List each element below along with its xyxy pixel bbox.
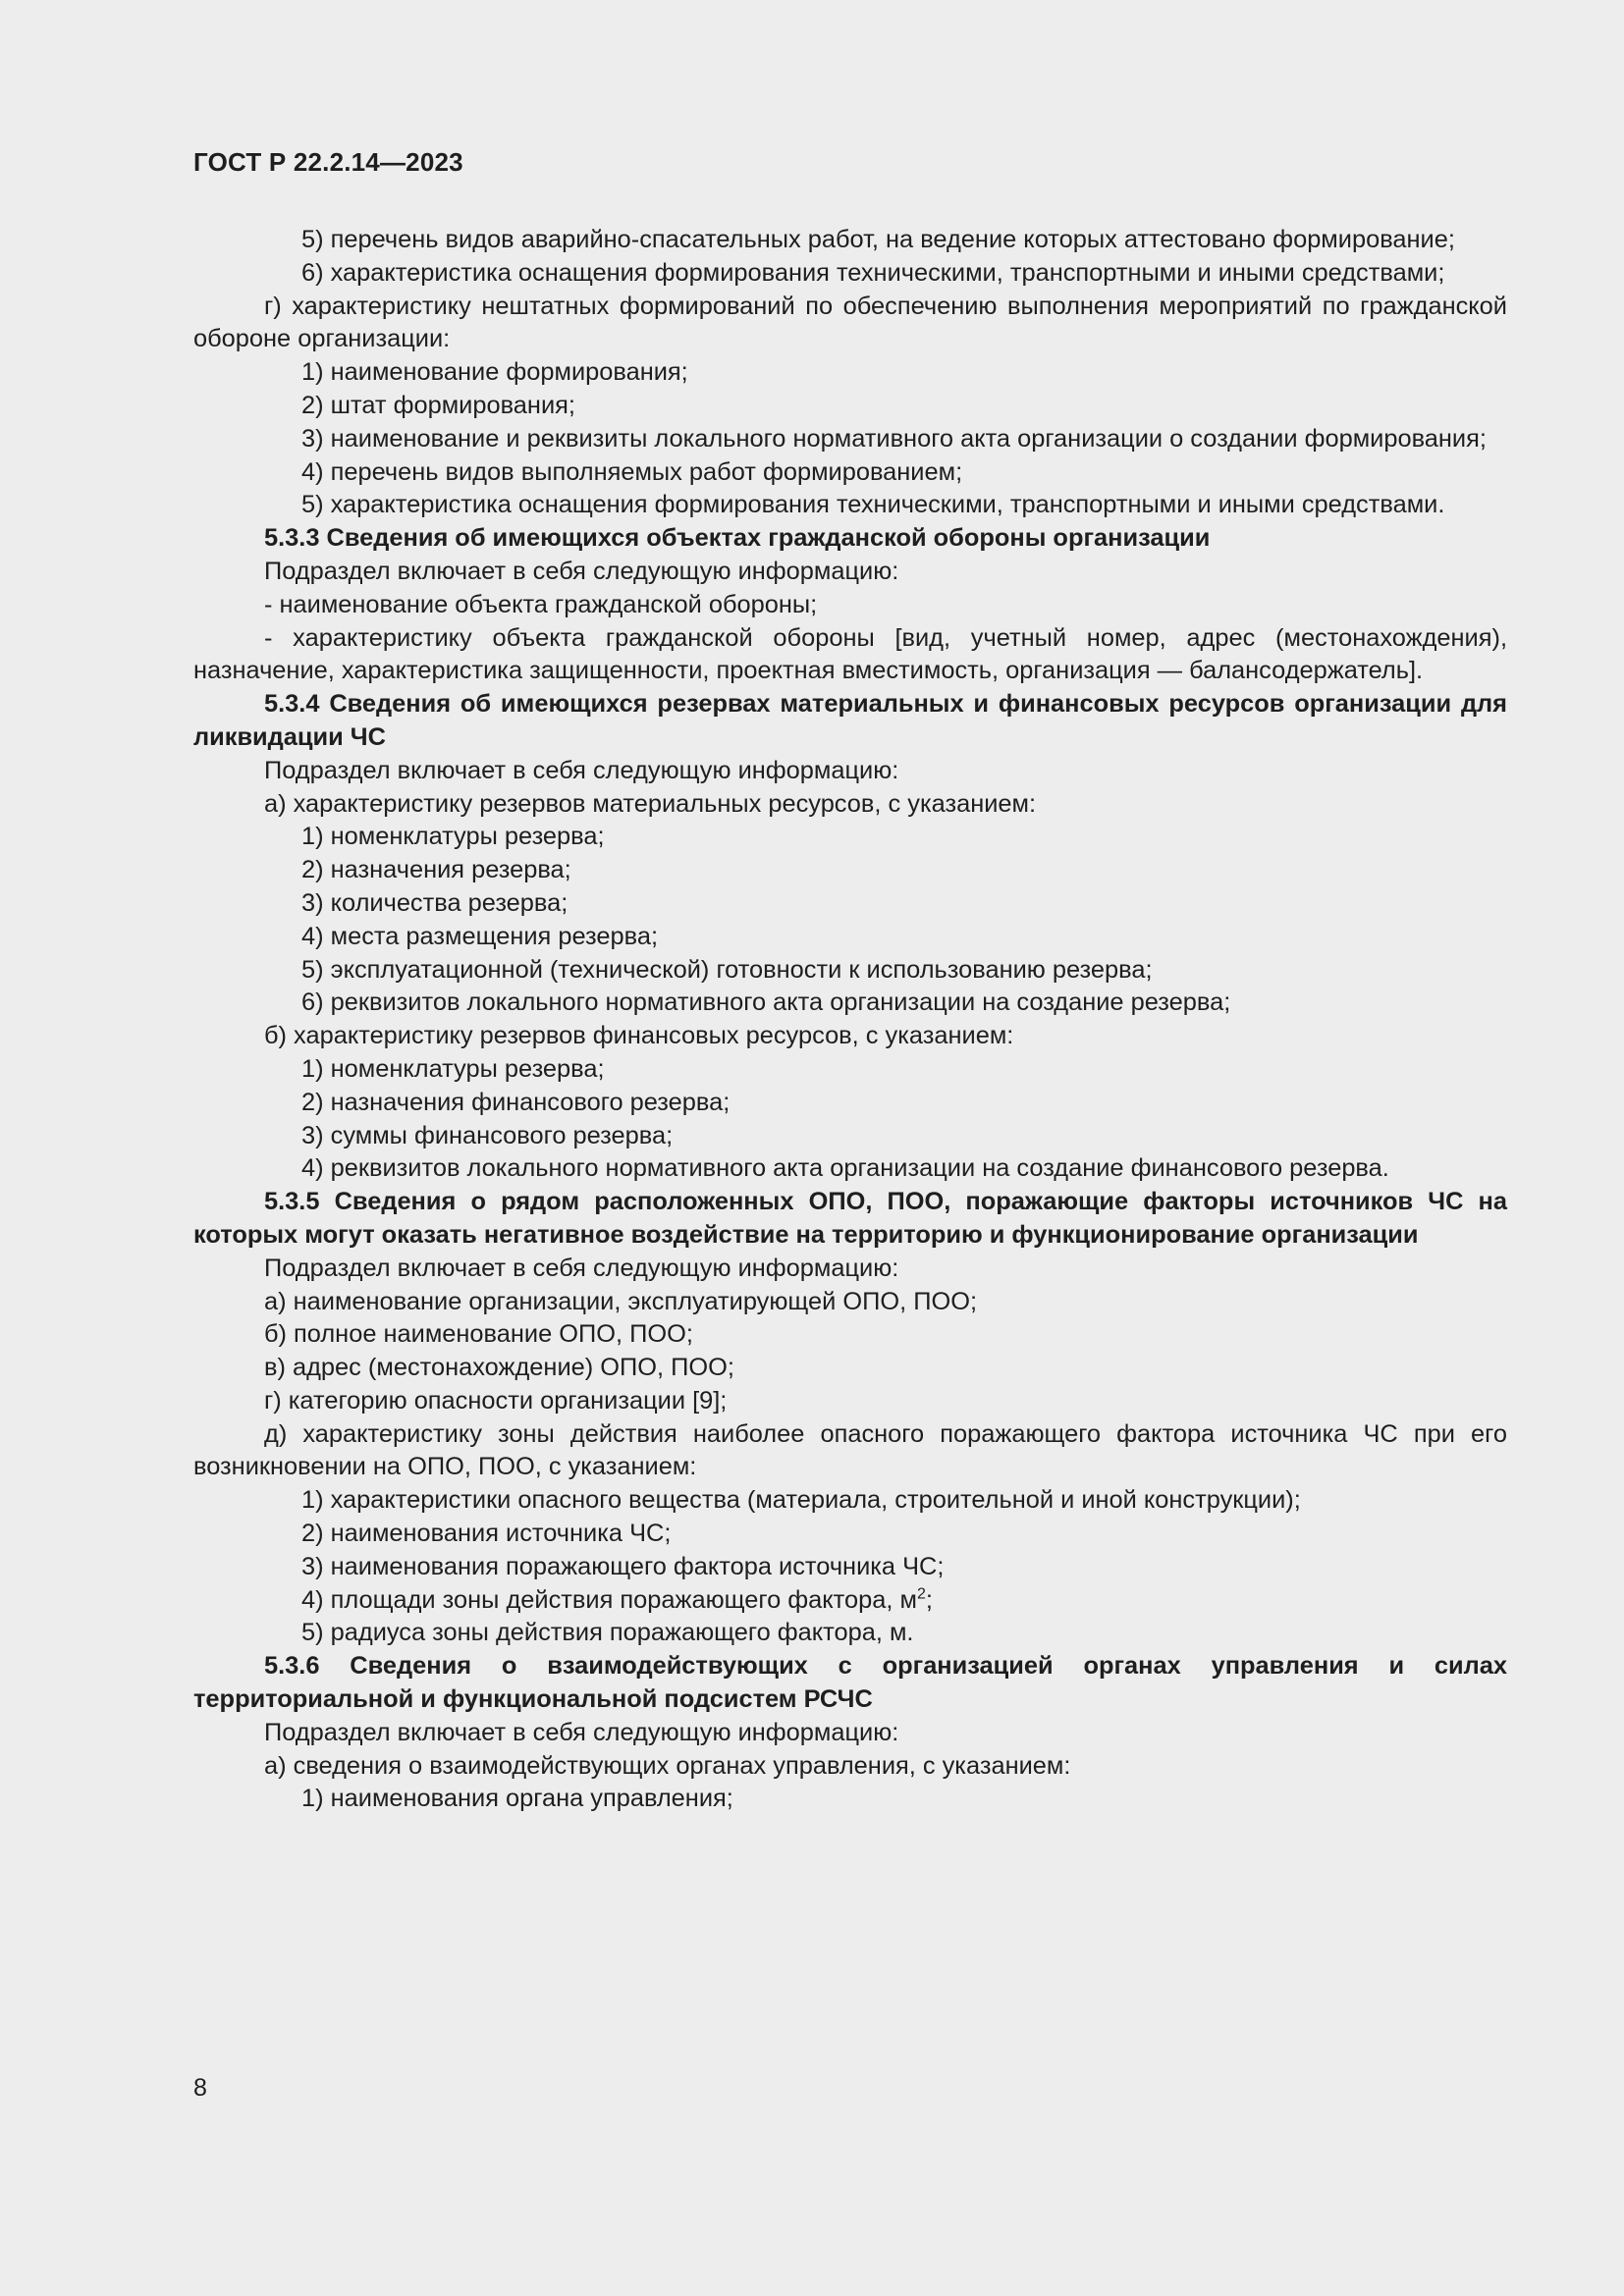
list-item: 2) назначения финансового резерва; [301, 1088, 731, 1116]
page-number: 8 [193, 2074, 207, 2102]
section-heading-5-3-5: 5.3.5 Сведения о рядом расположенных ОПО, ПОО, поражающие факторы источников ЧС на которых могут оказать негативное воздействие на территорию и функционирование организации [193, 1188, 1507, 1249]
list-item: 1) наименования органа управления; [301, 1785, 733, 1813]
list-item: 5) перечень видов аварийно-спасательных работ, на ведение которых аттестовано формирование; [301, 226, 1455, 253]
paragraph: Подраздел включает в себя следующую информацию: [264, 1718, 899, 1746]
list-item [193, 1584, 1507, 1618]
list-item: г) категорию опасности организации [9]; [264, 1386, 728, 1415]
list-item: д) характеристику зоны действия наиболее опасного поражающего фактора источника ЧС при его возникновении на ОПО, ПОО, с указанием: [193, 1419, 1507, 1481]
section-heading-5-3-3: 5.3.3 Сведения об имеющихся объектах гражданской обороны организации [264, 524, 1211, 553]
list-item: а) сведения о взаимодействующих органах управления, с указанием: [264, 1751, 1071, 1780]
list-item: 2) наименования источника ЧС; [301, 1520, 672, 1548]
paragraph: Подраздел включает в себя следующую информацию: [264, 756, 899, 784]
paragraph: Подраздел включает в себя следующую информацию: [264, 1254, 899, 1282]
section-heading-5-3-6: 5.3.6 Сведения о взаимодействующих с организацией органах управления и силах территориальной и функциональной подсистем РСЧС [193, 1652, 1507, 1714]
list-item: 3) наименования поражающего фактора источника ЧС; [301, 1552, 945, 1580]
list-item: - наименование объекта гражданской обороны; [264, 590, 818, 618]
list-item: 5) эксплуатационной (технической) готовности к использованию резерва; [301, 955, 1153, 984]
superscript: 2 [916, 1585, 926, 1603]
list-item: б) полное наименование ОПО, ПОО; [264, 1320, 693, 1349]
list-item: 6) реквизитов локального нормативного акта организации на создание резерва; [301, 988, 1231, 1017]
list-item: г) характеристику нештатных формирований по обеспечению выполнения мероприятий по гражданской обороне организации: [193, 292, 1507, 353]
list-item: 3) наименование и реквизиты локального нормативного акта организации о создании формирования; [301, 424, 1487, 453]
list-item: 1) номенклатуры резерва; [301, 823, 605, 851]
list-item: 5) радиуса зоны действия поражающего фактора, м. [301, 1619, 914, 1647]
document-header: ГОСТ Р 22.2.14—2023 [193, 147, 463, 177]
list-item: а) характеристику резервов материальных ресурсов, с указанием: [264, 789, 1037, 818]
list-item: - характеристику объекта гражданской обороны [вид, учетный номер, адрес (местонахождения), назначение, характеристика защищенности, проектная вместимость, организация — балансодержатель]. [193, 623, 1507, 685]
list-item: 3) суммы финансового резерва; [301, 1121, 674, 1149]
list-item: 1) характеристики опасного вещества (материала, строительной и иной конструкции); [301, 1486, 1301, 1515]
list-item: 1) номенклатуры резерва; [301, 1054, 605, 1083]
list-item: 4) перечень видов выполняемых работ формированием; [301, 457, 963, 486]
paragraph: Подраздел включает в себя следующую информацию: [264, 557, 899, 585]
list-item: 2) штат формирования; [301, 391, 575, 419]
list-item: 3) количества резерва; [301, 888, 568, 917]
list-item: б) характеристику резервов финансовых ресурсов, с указанием: [264, 1022, 1014, 1050]
list-item: а) наименование организации, эксплуатирующей ОПО, ПОО; [264, 1287, 978, 1315]
list-item: в) адрес (местонахождение) ОПО, ПОО; [264, 1354, 734, 1382]
list-item: 6) характеристика оснащения формирования техническими, транспортными и иными средствами; [301, 258, 1445, 287]
list-item: 2) назначения резерва; [301, 856, 571, 884]
list-item: 5) характеристика оснащения формирования техническими, транспортными и иными средствами. [301, 491, 1445, 519]
list-item: 4) реквизитов локального нормативного акта организации на создание финансового резерва. [301, 1154, 1389, 1183]
list-item: 4) места размещения резерва; [301, 922, 658, 950]
list-item-text: 4) площади зоны действия поражающего фактора, м [301, 1585, 917, 1614]
document-body [193, 224, 1507, 1816]
section-heading-5-3-4: 5.3.4 Сведения об имеющихся резервах материальных и финансовых ресурсов организации для ликвидации ЧС [193, 690, 1507, 751]
list-item: 1) наименование формирования; [301, 358, 688, 387]
list-item-punctuation: ; [925, 1585, 933, 1614]
